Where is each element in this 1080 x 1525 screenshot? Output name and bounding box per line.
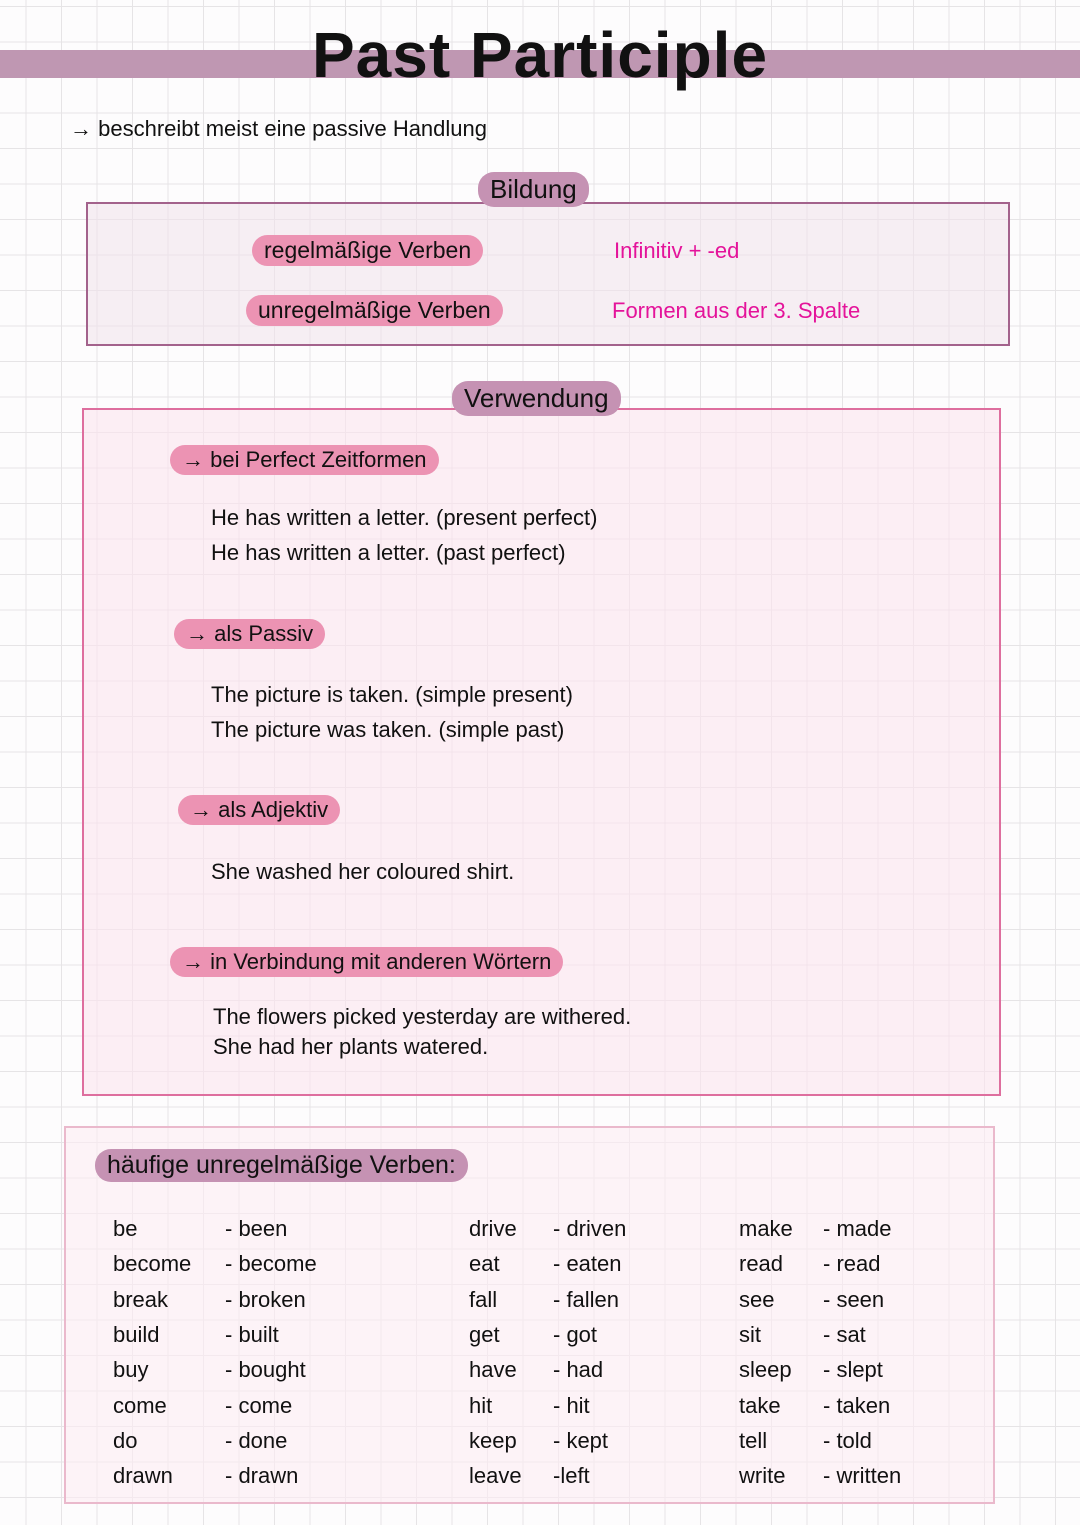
verb-infinitive: keep xyxy=(469,1427,517,1453)
verb-past-participle: - done xyxy=(225,1427,288,1453)
bildung-heading: Bildung xyxy=(478,172,589,207)
verb-past-participle: -left xyxy=(553,1463,590,1489)
verb-past-participle: - come xyxy=(225,1392,293,1418)
verb-infinitive: drawn xyxy=(113,1463,173,1489)
verb-infinitive: have xyxy=(469,1357,517,1383)
verb-infinitive: write xyxy=(739,1463,786,1489)
verb-infinitive: get xyxy=(469,1321,500,1347)
verb-past-participle: - fallen xyxy=(553,1286,620,1312)
verb-past-participle: - taken xyxy=(823,1392,891,1418)
verb-past-participle: - broken xyxy=(225,1286,306,1312)
verb-past-participle: - eaten xyxy=(553,1251,622,1277)
irregular-verbs-heading: häufige unregelmäßige Verben: xyxy=(95,1149,468,1182)
examples-perfect xyxy=(211,500,597,570)
example: She had her plants watered. xyxy=(213,1034,489,1059)
verb-past-participle: - bought xyxy=(225,1357,306,1383)
verb-past-participle: - become xyxy=(225,1251,317,1277)
verwendung-heading: Verwendung xyxy=(452,381,621,416)
verb-infinitive: build xyxy=(113,1321,160,1347)
verb-past-participle: - had xyxy=(553,1357,604,1383)
examples-other-words xyxy=(213,1002,631,1062)
example: She washed her coloured shirt. xyxy=(211,859,515,884)
regular-verbs-label: regelmäßige Verben xyxy=(252,235,483,266)
verb-infinitive: sleep xyxy=(739,1357,792,1383)
verb-infinitive: come xyxy=(113,1392,167,1418)
examples-adjective xyxy=(211,854,514,889)
example: The flowers picked yesterday are withered. xyxy=(213,1004,632,1029)
verb-past-participle: - made xyxy=(823,1216,892,1241)
verb-infinitive: make xyxy=(739,1216,793,1241)
irregular-verbs-label: unregelmäßige Verben xyxy=(246,295,503,326)
section-label-perfect: → bei Perfect Zeitformen xyxy=(170,445,439,475)
section-label-adjective: → als Adjektiv xyxy=(178,795,340,825)
example: The picture is taken. (simple present) xyxy=(211,682,573,707)
verb-infinitive: see xyxy=(739,1286,775,1312)
verb-past-participle: - driven xyxy=(553,1216,627,1241)
page-title: Past Participle xyxy=(311,19,769,91)
verb-infinitive: be xyxy=(113,1216,138,1241)
verb-past-participle: - read xyxy=(823,1251,881,1277)
verb-past-participle: - drawn xyxy=(225,1463,299,1489)
verb-infinitive: leave xyxy=(469,1463,522,1489)
example: He has written a letter. (present perfect) xyxy=(211,505,598,530)
bildung-box xyxy=(86,202,1010,346)
section-label-passive: → als Passiv xyxy=(174,619,325,649)
verb-infinitive: drive xyxy=(469,1216,517,1241)
example: The picture was taken. (simple past) xyxy=(211,717,565,742)
verb-infinitive: break xyxy=(113,1286,169,1312)
verb-infinitive: tell xyxy=(739,1427,768,1453)
verb-infinitive: eat xyxy=(469,1251,500,1277)
verb-infinitive: do xyxy=(113,1427,138,1453)
section-label-other-words: → in Verbindung mit anderen Wörtern xyxy=(170,947,563,977)
verb-infinitive: sit xyxy=(739,1321,761,1347)
verb-infinitive: become xyxy=(113,1251,192,1277)
verb-infinitive: buy xyxy=(113,1357,149,1383)
verb-past-participle: - written xyxy=(823,1463,902,1489)
verb-infinitive: read xyxy=(739,1251,784,1277)
verb-past-participle: - kept xyxy=(553,1427,609,1453)
examples-passive xyxy=(211,677,573,747)
verb-past-participle: - built xyxy=(225,1321,279,1347)
verb-past-participle: - slept xyxy=(823,1357,883,1383)
verb-past-participle: - been xyxy=(225,1216,288,1241)
regular-verbs-rule: Infinitiv + -ed xyxy=(614,238,740,263)
verb-past-participle: - hit xyxy=(553,1392,590,1418)
verb-past-participle: - seen xyxy=(823,1286,885,1312)
intro-text: → beschreibt meist eine passive Handlung xyxy=(70,116,488,141)
irregular-verbs-rule: Formen aus der 3. Spalte xyxy=(612,298,861,323)
verb-past-participle: - sat xyxy=(823,1321,866,1347)
verb-infinitive: hit xyxy=(469,1392,493,1418)
verb-infinitive: fall xyxy=(469,1286,498,1312)
verb-past-participle: - told xyxy=(823,1427,872,1453)
verb-infinitive: take xyxy=(739,1392,781,1418)
example: He has written a letter. (past perfect) xyxy=(211,540,566,565)
verb-past-participle: - got xyxy=(553,1321,598,1347)
